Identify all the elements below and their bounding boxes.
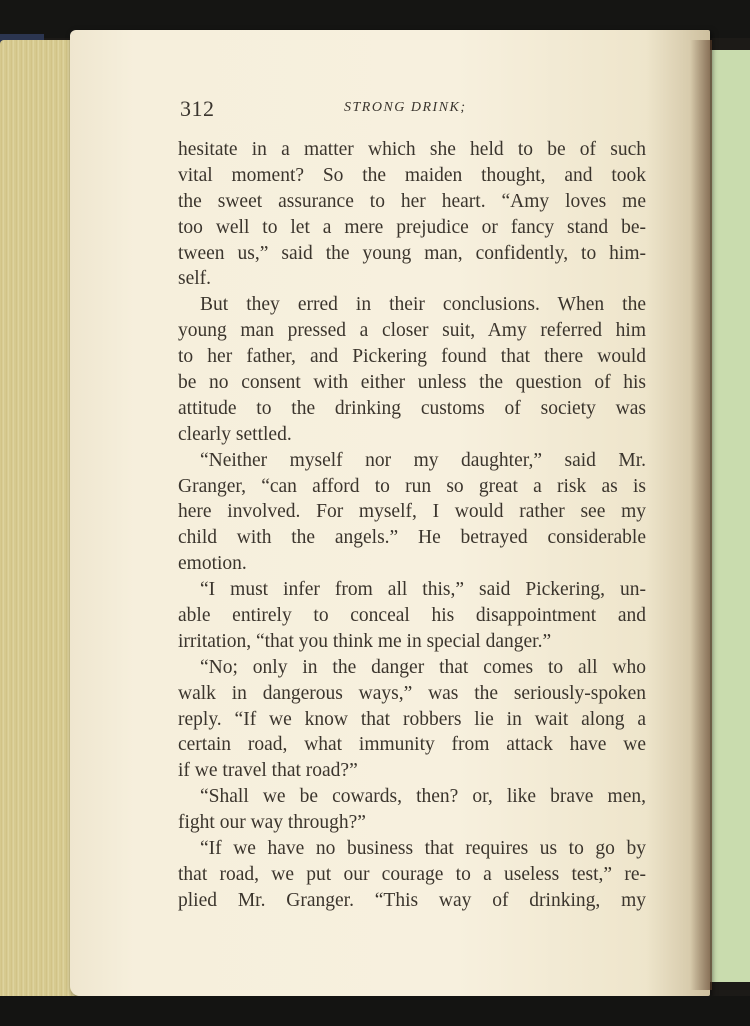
- text-line: But they erred in their conclusions. When the: [200, 294, 646, 316]
- text-line: vital moment? So the maiden thought, and took: [178, 164, 646, 186]
- text-line: walk in dangerous ways,” was the seriously-spoken: [178, 682, 646, 704]
- text-line: “Shall we be cowards, then? or, like brave men,: [200, 786, 646, 808]
- text-line: plied Mr. Granger. “This way of drinking, my: [178, 889, 646, 911]
- text-line: “No; only in the danger that comes to all who: [200, 656, 646, 678]
- text-line: tween us,” said the young man, confidently, to him-: [178, 242, 646, 264]
- text-line: irritation, “that you think me in special danger.”: [178, 630, 552, 652]
- paragraph: [178, 655, 646, 784]
- text-line: young man pressed a closer suit, Amy referred him: [178, 320, 646, 342]
- text-line: “If we have no business that requires us to go by: [200, 838, 646, 860]
- text-line: able entirely to conceal his disappointment and: [178, 605, 646, 627]
- page-stack-edges: [0, 40, 80, 1000]
- text-line: certain road, what immunity from attack have we: [178, 734, 646, 756]
- text-line: hesitate in a matter which she held to be of such: [178, 139, 646, 160]
- text-line: that road, we put our courage to a useless test,” re-: [178, 863, 646, 885]
- paragraph: [178, 836, 646, 914]
- text-line: fight our way through?”: [178, 812, 366, 834]
- text-line: emotion.: [178, 553, 247, 575]
- text-line: “I must infer from all this,” said Pickering, un-: [200, 579, 646, 601]
- text-line: here involved. For myself, I would rather see my: [178, 501, 646, 523]
- running-title: STRONG DRINK;: [344, 100, 467, 115]
- text-line: to her father, and Pickering found that there would: [178, 346, 646, 368]
- body-text: [178, 137, 646, 914]
- text-line: child with the angels.” He betrayed considerable: [178, 527, 646, 549]
- gutter-shadow: [690, 40, 712, 990]
- text-line: “Neither myself nor my daughter,” said Mr.: [200, 449, 646, 471]
- scan-background-bottom: [0, 996, 750, 1026]
- text-line: if we travel that road?”: [178, 760, 358, 782]
- text-line: Granger, “can afford to run so great a risk as is: [178, 475, 646, 497]
- paragraph: [178, 448, 646, 577]
- paragraph: [178, 137, 646, 292]
- paragraph: [178, 292, 646, 447]
- running-head: [180, 96, 645, 120]
- text-line: clearly settled.: [178, 423, 292, 445]
- paragraph: [178, 577, 646, 655]
- paragraph: [178, 784, 646, 836]
- text-line: attitude to the drinking customs of society was: [178, 397, 646, 419]
- page-number: 312: [180, 96, 215, 121]
- text-line: the sweet assurance to her heart. “Amy loves me: [178, 190, 646, 212]
- text-line: reply. “If we know that robbers lie in wait along a: [178, 708, 646, 730]
- text-line: be no consent with either unless the question of his: [178, 372, 646, 394]
- text-line: self.: [178, 268, 212, 290]
- text-line: too well to let a mere prejudice or fancy stand be-: [178, 216, 646, 238]
